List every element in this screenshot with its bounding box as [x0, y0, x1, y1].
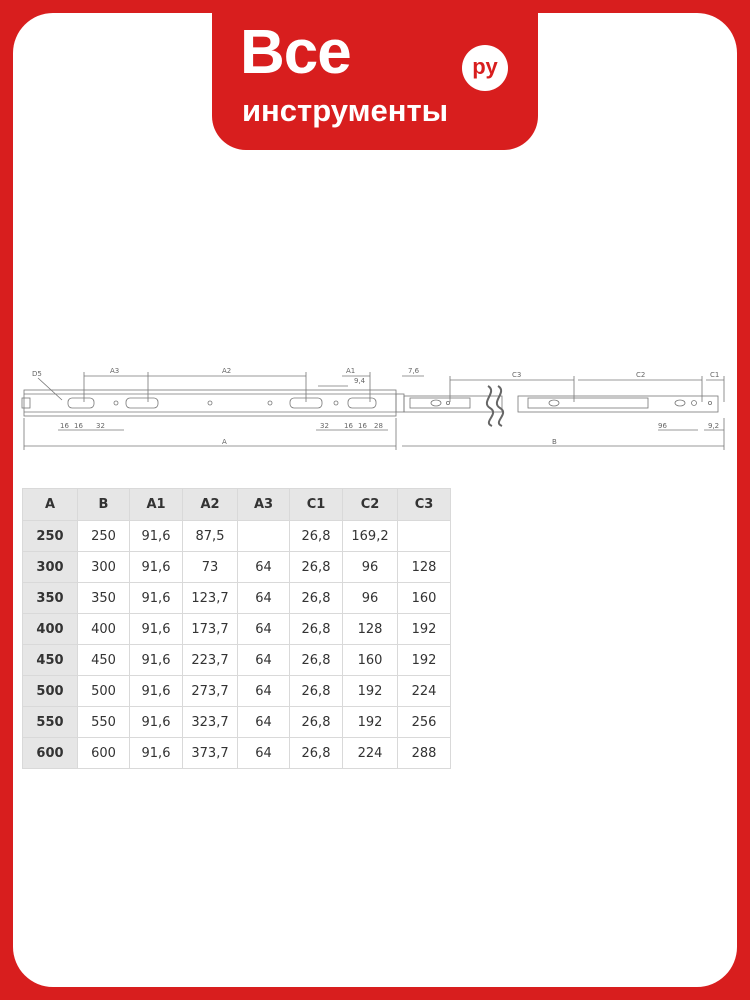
drawer-slide-drawing: [18, 362, 730, 454]
table-row: [23, 614, 451, 645]
table-cell: 26,8: [290, 552, 343, 583]
dim-label-9-2: 9,2: [708, 422, 720, 430]
table-cell: 64: [238, 738, 290, 769]
table-cell: 91,6: [130, 614, 183, 645]
logo-title: Все: [240, 18, 351, 87]
table-cell: 224: [398, 676, 451, 707]
table-cell: 450: [23, 645, 78, 676]
table-cell: 160: [398, 583, 451, 614]
table-cell: 400: [23, 614, 78, 645]
table-cell: 26,8: [290, 583, 343, 614]
table-cell: 500: [23, 676, 78, 707]
dim-label-16-a: 16: [60, 422, 69, 430]
table-cell: 192: [398, 645, 451, 676]
table-cell: 26,8: [290, 738, 343, 769]
table-cell: 550: [23, 707, 78, 738]
column-header: A2: [183, 489, 238, 521]
table-cell: 250: [23, 521, 78, 552]
dim-label-d5: D5: [32, 370, 42, 378]
table-cell: 500: [78, 676, 130, 707]
table-cell: 288: [398, 738, 451, 769]
table-cell: 64: [238, 645, 290, 676]
table-cell: 73: [183, 552, 238, 583]
table-cell: 64: [238, 676, 290, 707]
table-cell: 224: [343, 738, 398, 769]
dim-label-96: 96: [658, 422, 667, 430]
table-cell: 300: [78, 552, 130, 583]
table-cell: 250: [78, 521, 130, 552]
table-row: [23, 707, 451, 738]
table-cell: 192: [343, 676, 398, 707]
table-cell: 256: [398, 707, 451, 738]
dim-label-16-d: 16: [358, 422, 367, 430]
table-cell: 91,6: [130, 583, 183, 614]
dim-label-32-a: 32: [96, 422, 105, 430]
dim-label-c3: C3: [512, 371, 522, 379]
brand-logo: [212, 0, 538, 150]
dim-label-a3: A3: [110, 367, 120, 375]
table-row: [23, 521, 451, 552]
table-cell: 64: [238, 552, 290, 583]
logo-domain-badge: ру: [462, 45, 508, 91]
dim-label-a1: A1: [346, 367, 356, 375]
dim-label-c1: C1: [710, 371, 720, 379]
table-cell: 169,2: [343, 521, 398, 552]
table-cell: 550: [78, 707, 130, 738]
column-header: A: [23, 489, 78, 521]
dim-label-16-b: 16: [74, 422, 83, 430]
table-cell: 192: [398, 614, 451, 645]
table-cell: 96: [343, 583, 398, 614]
table-row: [23, 583, 451, 614]
table-cell: 400: [78, 614, 130, 645]
column-header: B: [78, 489, 130, 521]
table-cell: 600: [23, 738, 78, 769]
column-header: A3: [238, 489, 290, 521]
table-cell: 91,6: [130, 707, 183, 738]
table-cell: 91,6: [130, 676, 183, 707]
table-cell: 300: [23, 552, 78, 583]
dim-label-32-b: 32: [320, 422, 329, 430]
table-cell: 26,8: [290, 521, 343, 552]
table-cell: 64: [238, 707, 290, 738]
table-cell: 26,8: [290, 614, 343, 645]
table-cell: 91,6: [130, 645, 183, 676]
table-cell: 192: [343, 707, 398, 738]
dim-label-b: B: [552, 438, 557, 446]
column-header: C3: [398, 489, 451, 521]
table-cell: 91,6: [130, 738, 183, 769]
table-cell: 26,8: [290, 707, 343, 738]
table-cell: 128: [343, 614, 398, 645]
table-row: [23, 645, 451, 676]
table-cell: 91,6: [130, 552, 183, 583]
table-cell: 600: [78, 738, 130, 769]
column-header: A1: [130, 489, 183, 521]
table-cell: 323,7: [183, 707, 238, 738]
table-cell: 91,6: [130, 521, 183, 552]
dim-label-7-6: 7,6: [408, 367, 420, 375]
table-row: [23, 552, 451, 583]
table-cell: 450: [78, 645, 130, 676]
dim-label-a2: A2: [222, 367, 232, 375]
table-cell: 96: [343, 552, 398, 583]
column-header: C1: [290, 489, 343, 521]
table-cell: [238, 521, 290, 552]
table-cell: 223,7: [183, 645, 238, 676]
table-cell: [398, 521, 451, 552]
table-cell: 26,8: [290, 645, 343, 676]
table-cell: 87,5: [183, 521, 238, 552]
table-row: [23, 676, 451, 707]
table-header-row: [23, 489, 451, 521]
table-cell: 350: [23, 583, 78, 614]
dim-label-28: 28: [374, 422, 383, 430]
table-cell: 173,7: [183, 614, 238, 645]
logo-subtitle: инструменты: [242, 93, 449, 128]
column-header: C2: [343, 489, 398, 521]
table-cell: 26,8: [290, 676, 343, 707]
dim-label-c2: C2: [636, 371, 646, 379]
table-row: [23, 738, 451, 769]
dim-label-9-4: 9,4: [354, 377, 366, 385]
table-cell: 273,7: [183, 676, 238, 707]
table-cell: 373,7: [183, 738, 238, 769]
dim-label-a: A: [222, 438, 227, 446]
dimensions-table: [22, 488, 451, 769]
table-cell: 128: [398, 552, 451, 583]
table-cell: 350: [78, 583, 130, 614]
table-cell: 64: [238, 614, 290, 645]
table-cell: 123,7: [183, 583, 238, 614]
table-cell: 160: [343, 645, 398, 676]
table-cell: 64: [238, 583, 290, 614]
dim-label-16-c: 16: [344, 422, 353, 430]
